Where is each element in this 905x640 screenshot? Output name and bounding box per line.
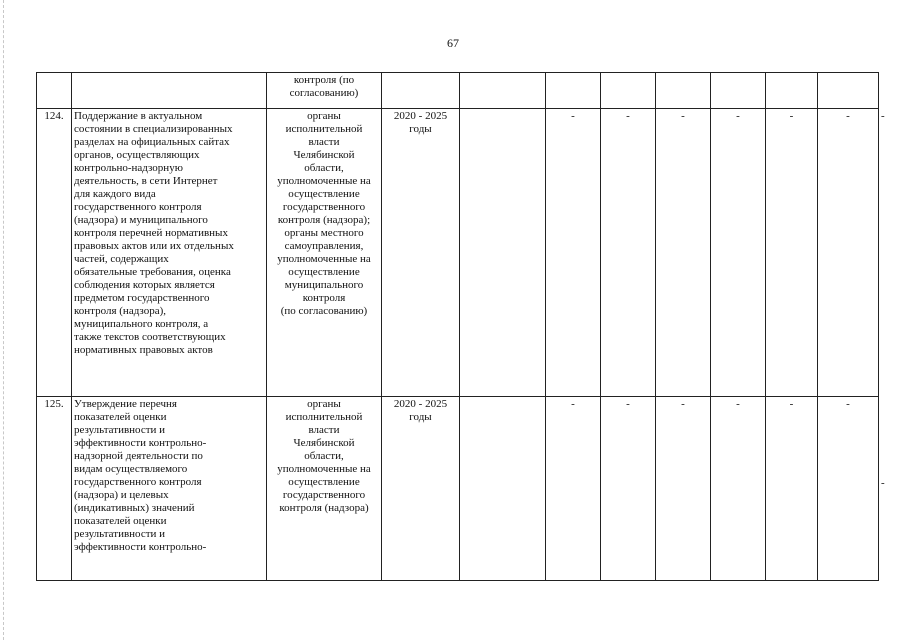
responsible-cell: органы исполнительной власти Челябинской области, уполномоченные на осуществление государственного контроля (надзора); органы местного самоуправления, уполномоченные на осуществление муниципального контроля (по согласованию) bbox=[267, 109, 382, 397]
value-cell: - bbox=[711, 397, 766, 581]
value-cell: - bbox=[601, 397, 656, 581]
plan-table bbox=[36, 72, 885, 581]
responsible-cell: органы исполнительной власти Челябинской области, уполномоченные на осуществление государственного контроля (надзора) bbox=[267, 397, 382, 581]
value-cell: - bbox=[766, 397, 818, 581]
empty-value-cell bbox=[460, 109, 546, 397]
value-cell: - bbox=[546, 109, 601, 397]
description-cell: Утверждение перечня показателей оценки результативности и эффективности контрольно- надзорной деятельности по видам осуществляемого государственного контроля (надзора) и целевых (индикативных) значений показателей оценки результативности и эффективности контрольно- bbox=[72, 397, 267, 581]
page-number: 67 bbox=[447, 36, 459, 50]
left-margin-line bbox=[3, 0, 5, 640]
value-cell: - bbox=[656, 397, 711, 581]
term-cell: 2020 - 2025 годы bbox=[382, 109, 460, 397]
row-number: 124. bbox=[37, 109, 72, 397]
term-cell: 2020 - 2025 годы bbox=[382, 397, 460, 581]
table-row-continuation bbox=[37, 73, 879, 109]
value-cell: - bbox=[766, 109, 818, 397]
empty-value-cell bbox=[460, 397, 546, 581]
responsible-cell: контроля (по согласованию) bbox=[267, 73, 382, 109]
table-row: 125. Утверждение перечня показателей оценки результативности и эффективности контрольно- надзорной деятельности по видам осуществляемого государственного контроля (надзора) и целевых (индикативных) значений показателей оценки результативности и эффективности контрольно- органы исполнительной власти Челябинской области, уполномоченные на осуществление государственного контроля (надзора) 2020 - 2025 годы - - - - - - - bbox=[37, 397, 879, 581]
description-cell: Поддержание в актуальном состоянии в специализированных разделах на официальных сайтах органов, осуществляющих контрольно-надзорную деятельность, в сети Интернет для каждого вида государственного контроля (надзора) и муниципального контроля перечней нормативных правовых актов или их отдельных частей, содержащих обязательные требования, оценка соблюдения которых является предметом государственного контроля (надзора), муниципального контроля, а также текстов соответствующих нормативных правовых актов bbox=[72, 109, 267, 397]
value-cell: - bbox=[818, 109, 879, 397]
table-row: 124. Поддержание в актуальном состоянии в специализированных разделах на официальных сайтах органов, осуществляющих контрольно-надзорную деятельность, в сети Интернет для каждого вида государственного контроля (надзора) и муниципального контроля перечней нормативных правовых актов или их отдельных частей, содержащих обязательные требования, оценка соблюдения которых является предметом государственного контроля (надзора), муниципального контроля, а также текстов соответствующих нормативных правовых актов органы исполнительной власти Челябинской области, уполномоченные на осуществление государственного контроля (надзора); органы местного самоуправления, уполномоченные на осуществление муниципального контроля (по согласованию) 2020 - 2025 годы - - - - - - - bbox=[37, 109, 879, 397]
value-cell: - bbox=[601, 109, 656, 397]
value-cell: - bbox=[656, 109, 711, 397]
value-cell: - bbox=[711, 109, 766, 397]
value-cell: - bbox=[818, 397, 879, 581]
value-cell: - bbox=[546, 397, 601, 581]
row-number: 125. bbox=[37, 397, 72, 581]
